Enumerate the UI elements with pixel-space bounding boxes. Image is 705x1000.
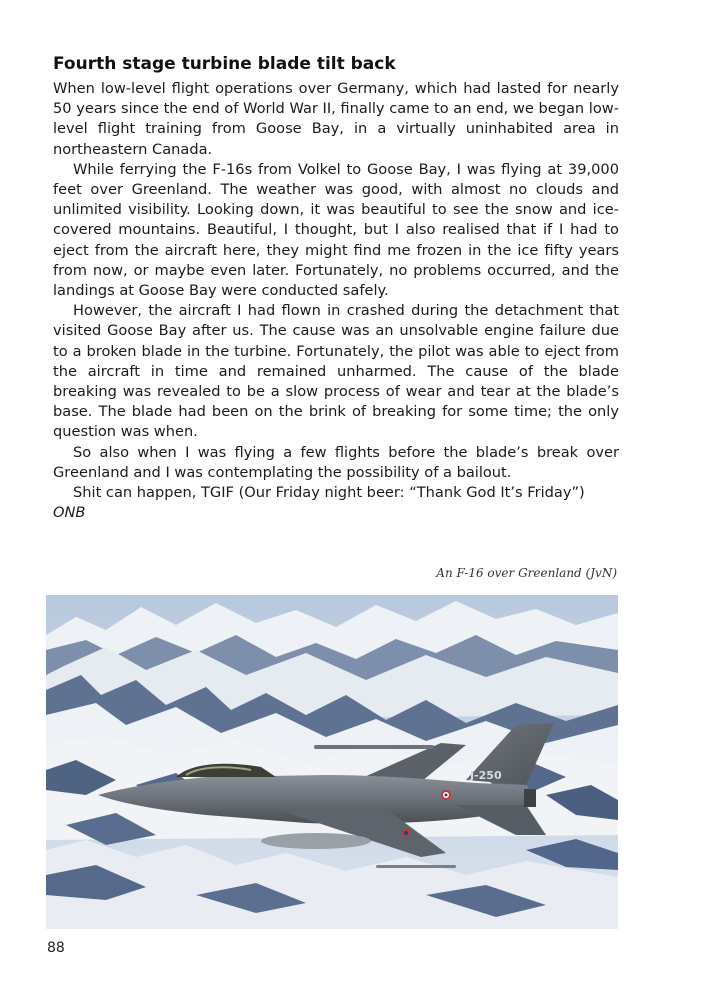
tail-code: J-250 <box>470 769 502 782</box>
paragraph: Shit can happen, TGIF (Our Friday night beer: “Thank God It’s Friday”) <box>73 484 585 502</box>
photo-caption: An F-16 over Greenland (JvN) <box>436 566 617 580</box>
author-signature: ONB <box>53 504 86 522</box>
paragraph: So also when I was flying a few flights before the blade’s break over Greenland and I was contemplating the possibility of a bailout. <box>53 443 619 481</box>
section-heading: Fourth stage turbine blade tilt back <box>53 54 396 74</box>
paragraph: While ferrying the F-16s from Volkel to Goose Bay, I was flying at 39,000 feet over Greenland. The weather was good, with almost no clouds and unlimited visibility. Looking down, it was beautiful to see the snow and ice-covered mountains. Beautiful, I thought, but I also realised that if I had to eject from the aircraft here, they might find me frozen in the ice fifty years from now, or maybe even later. Fortunately, no problems occurred, and the landings at Goose Bay were conducted safely. <box>53 160 619 300</box>
paragraph: When low-level flight operations over Germany, which had lasted for nearly 50 years since the end of World War II, finally came to an end, we began low-level flight training from Goose Bay, in a virtually uninhabited area in northeastern Canada. <box>53 80 619 158</box>
page-number: 88 <box>47 940 65 956</box>
f16-greenland-photo <box>46 595 618 929</box>
article-body <box>53 79 619 523</box>
paragraph: However, the aircraft I had flown in crashed during the detachment that visited Goose Bay after us. The cause was an unsolvable engine failure due to a broken blade in the turbine. Fortunately, the pilot was able to eject from the aircraft in time and remained unharmed. The cause of the blade breaking was revealed to be a slow process of wear and tear at the blade’s base. The blade had been on the brink of breaking for some time; the only question was when. <box>53 302 619 441</box>
